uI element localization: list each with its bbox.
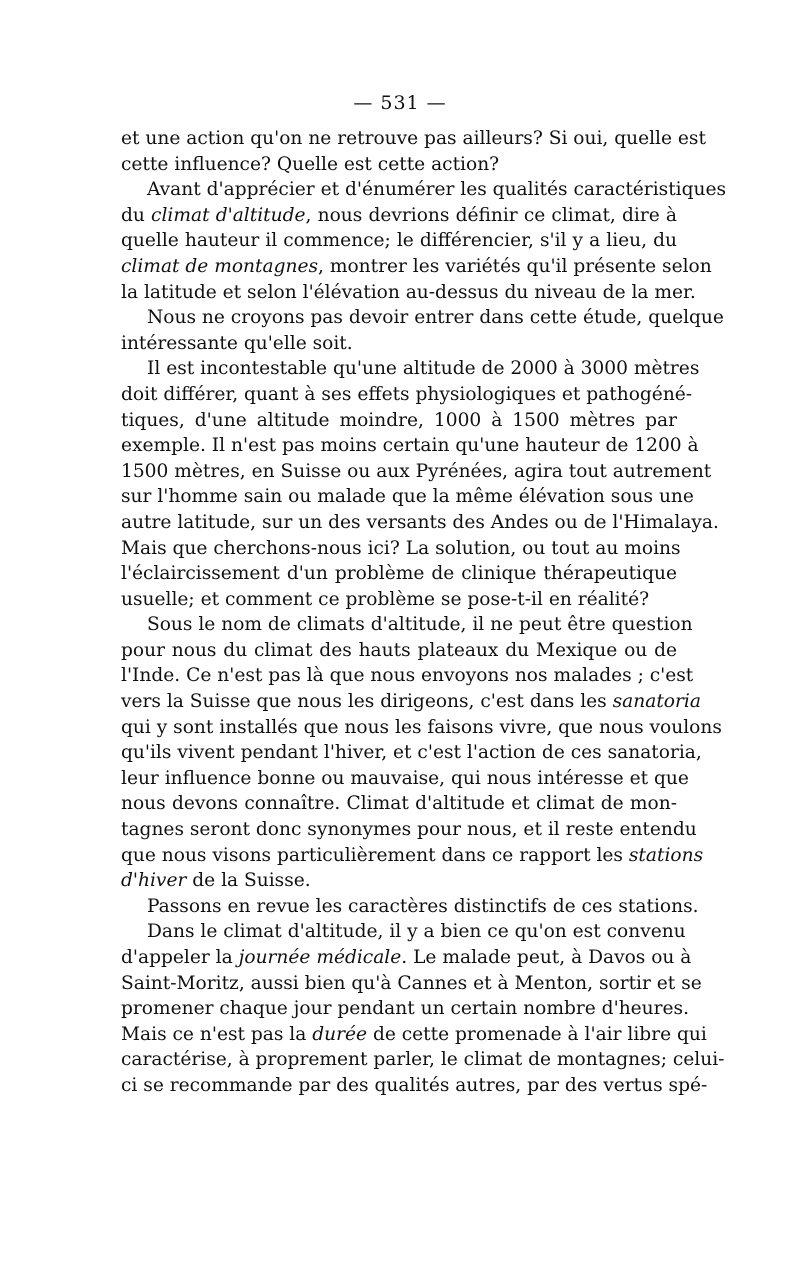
text-line: Avant d'apprécier et d'énumérer les qualités caractéristiques	[147, 179, 727, 201]
text-line: tiques, d'une altitude moindre, 1000 à 1500 mètres par	[121, 409, 677, 431]
text-line: et une action qu'on ne retrouve pas ailleurs? Si oui, quelle est	[121, 128, 706, 149]
page-number: — 531 —	[353, 92, 447, 114]
text-line: d'appeler la journée médicale. Le malade peut, à Davos ou à	[121, 947, 692, 968]
text-line: Mais que cherchons-nous ici? La solution, ou tout au moins	[121, 537, 681, 559]
text-line: Saint-Moritz, aussi bien qu'à Cannes et à Menton, sortir et se	[121, 972, 702, 994]
text-line: pour nous du climat des hauts plateaux du Mexique ou de	[121, 639, 677, 661]
text-line: l'Inde. Ce n'est pas là que nous envoyons nos malades ; c'est	[121, 665, 694, 687]
text-line: Il est incontestable qu'une altitude de 2000 à 3000 mètres	[147, 358, 700, 380]
text-line: d'hiver de la Suisse.	[121, 870, 311, 892]
text-line: cette influence? Quelle est cette action?	[121, 153, 500, 175]
text-line: Nous ne croyons pas devoir entrer dans cette étude, quelque	[147, 307, 724, 329]
text-line: la latitude et selon l'élévation au-dessus du niveau de la mer.	[121, 281, 696, 303]
text-line: Passons en revue les caractères distinctifs de ces stations.	[147, 895, 699, 917]
text-line: Dans le climat d'altitude, il y a bien ce qu'on est convenu	[147, 921, 686, 943]
text-line: qu'ils vivent pendant l'hiver, et c'est l'action de ces sanatoria,	[121, 742, 702, 764]
text-line: vers la Suisse que nous les dirigeons, c'est dans les sanatoria	[121, 691, 701, 713]
text-line: que nous visons particulièrement dans ce rapport les stations	[121, 844, 704, 866]
text-line: Sous le nom de climats d'altitude, il ne peut être question	[147, 614, 693, 636]
text-line: doit différer, quant à ses effets physiologiques et pathogéné-	[121, 383, 693, 405]
text-line: leur influence bonne ou mauvaise, qui nous intéresse et que	[121, 767, 689, 789]
text-line: tagnes seront donc synonymes pour nous, et il reste entendu	[121, 819, 697, 841]
text-line: autre latitude, sur un des versants des Andes ou de l'Himalaya.	[121, 511, 719, 533]
body-text	[121, 126, 727, 1099]
text-line: Mais ce n'est pas la durée de cette promenade à l'air libre qui	[121, 1023, 707, 1045]
text-line: nous devons connaître. Climat d'altitude et climat de mon-	[121, 793, 677, 815]
text-line: exemple. Il n'est pas moins certain qu'une hauteur de 1200 à	[121, 435, 699, 457]
text-line: du climat d'altitude, nous devrions définir ce climat, dire à	[121, 204, 677, 226]
text-line: l'éclaircissement d'un problème de clinique thérapeutique	[121, 563, 677, 585]
text-line: caractérise, à proprement parler, le climat de montagnes; celui-	[121, 1049, 725, 1071]
text-line: qui y sont installés que nous les faisons vivre, que nous voulons	[121, 716, 722, 738]
text-line: 1500 mètres, en Suisse ou aux Pyrénées, agira tout autrement	[121, 460, 712, 482]
text-line: intéressante qu'elle soit.	[121, 332, 353, 354]
text-line: ci se recommande par des qualités autres, par des vertus spé-	[121, 1074, 708, 1096]
text-line: promener chaque jour pendant un certain nombre d'heures.	[121, 998, 689, 1020]
text-line: climat de montagnes, montrer les variétés qu'il présente selon	[121, 255, 712, 277]
text-line: sur l'homme sain ou malade que la même élévation sous une	[121, 486, 694, 508]
text-line: usuelle; et comment ce problème se pose-t-il en réalité?	[121, 588, 650, 610]
text-line: quelle hauteur il commence; le différencier, s'il y a lieu, du	[121, 230, 677, 252]
